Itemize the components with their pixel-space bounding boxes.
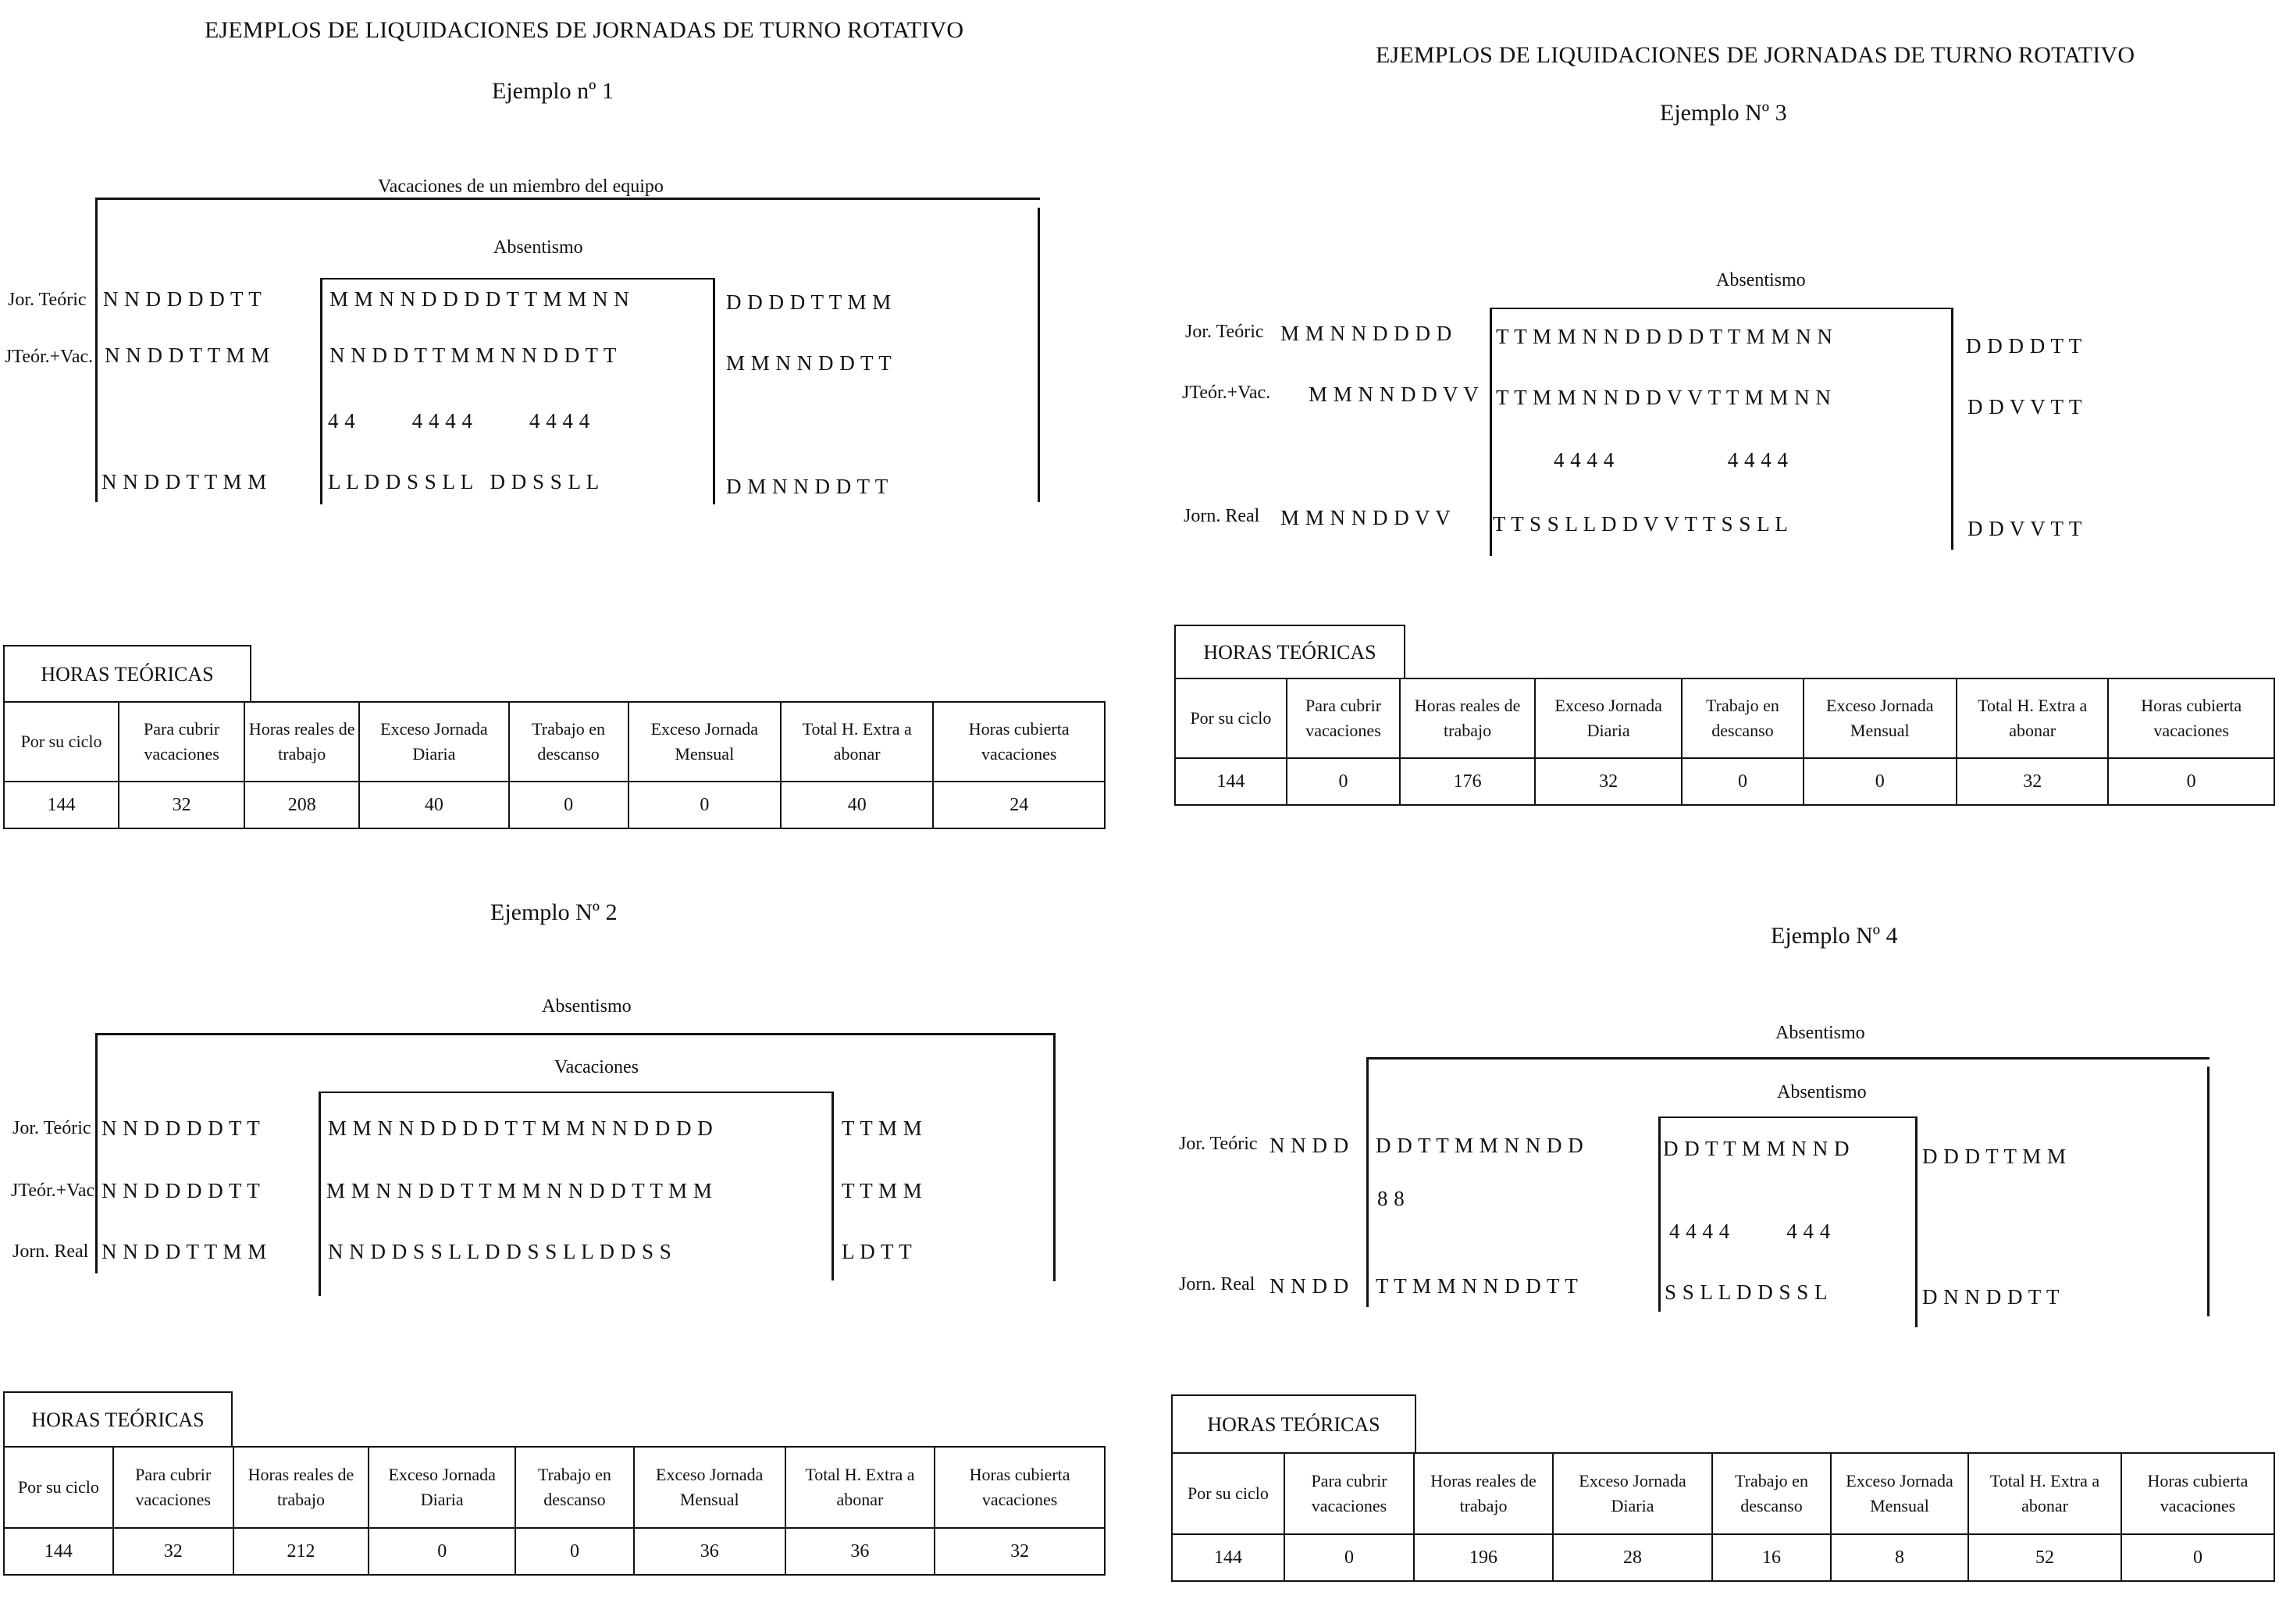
ex3-table-header-text: HORAS TEÓRICAS [1203, 641, 1376, 664]
ex2-inner-bracket-right [831, 1092, 834, 1280]
ex2-row-3-inside: N N D D S S L L D D S S L L D D S S [328, 1240, 672, 1263]
ex2-hours-table [3, 1446, 1106, 1576]
ex4-row-2-outer: 8 8 [1377, 1187, 1405, 1210]
ex2-table-header [3, 1391, 233, 1448]
ex3-row-1-before: M M N N D D D D [1280, 322, 1452, 345]
ex3-val-para-cubrir: 0 [1287, 758, 1400, 805]
ex4-val-horas-reales: 196 [1414, 1534, 1553, 1581]
ex3-row-4-label: Jorn. Real [1184, 506, 1260, 526]
col-horas-vacaciones: Horas cubierta vacaciones [2108, 678, 2274, 758]
ex1-val-exceso-diaria: 40 [359, 782, 508, 828]
ex2-outer-bracket-right [1053, 1033, 1056, 1281]
ex3-bracket-left [1490, 308, 1492, 556]
ex2-inner-bracket-left [319, 1092, 321, 1296]
ex1-row-2-after: M M N N D D T T [726, 351, 892, 375]
ex4-val-por-su-ciclo: 144 [1172, 1534, 1284, 1581]
col-horas-reales: Horas reales de trabajo [1414, 1453, 1553, 1534]
col-trabajo-descanso: Trabajo en descanso [1682, 678, 1803, 758]
ex3-row-1-label: Jor. Teóric [1185, 322, 1264, 342]
ex1-outer-label: Vacaciones de un miembro del equipo [378, 176, 664, 197]
example-3-heading: Ejemplo Nº 3 [1660, 100, 1787, 126]
ex2-val-exceso-diaria: 0 [369, 1528, 515, 1575]
ex1-row-2-before: N N D D T T M M [105, 344, 270, 367]
ex1-row-2-inside: N N D D T T M M N N D D T T [329, 344, 617, 367]
ex2-row-3-label: Jorn. Real [12, 1241, 89, 1262]
ex1-table-header [3, 645, 251, 703]
ex1-outer-bracket-left [95, 198, 98, 502]
ex2-val-total-extra: 36 [785, 1528, 935, 1575]
ex3-bracket-top [1490, 308, 1953, 309]
ex2-val-trabajo-descanso: 0 [515, 1528, 634, 1575]
ex1-row-1-after: D D D D T T M M [726, 290, 892, 314]
ex3-inner-label: Absentismo [1716, 270, 1806, 290]
col-para-cubrir: Para cubrir vacaciones [119, 702, 244, 782]
ex3-val-horas-reales: 176 [1400, 758, 1535, 805]
ex4-table-header-text: HORAS TEÓRICAS [1207, 1413, 1380, 1436]
ex1-val-para-cubrir: 32 [119, 782, 244, 828]
ex3-row-4-after: D D V V T T [1967, 517, 2082, 540]
ex1-row-4-before: N N D D T T M M [101, 470, 267, 493]
col-trabajo-descanso: Trabajo en descanso [515, 1447, 634, 1528]
ex2-val-horas-reales: 212 [233, 1528, 369, 1575]
ex2-row-2-after: T T M M [842, 1179, 923, 1202]
ex4-val-exceso-diaria: 28 [1553, 1534, 1712, 1581]
ex3-val-por-su-ciclo: 144 [1175, 758, 1287, 805]
ex4-outer-bracket-left [1366, 1057, 1369, 1307]
ex1-table-header-text: HORAS TEÓRICAS [41, 663, 214, 686]
ex2-table-header-text: HORAS TEÓRICAS [31, 1409, 205, 1431]
ex2-row-1-before: N N D D D D T T [101, 1116, 261, 1140]
ex2-inner-bracket-top [319, 1092, 834, 1093]
ex1-inner-bracket-left [320, 278, 322, 504]
col-trabajo-descanso: Trabajo en descanso [1712, 1453, 1831, 1534]
ex3-bracket-right [1951, 308, 1953, 550]
col-horas-vacaciones: Horas cubierta vacaciones [935, 1447, 1105, 1528]
col-exceso-mensual: Exceso Jornada Mensual [1831, 1453, 1968, 1534]
ex3-row-1-after: D D D D T T [1966, 334, 2082, 358]
ex4-row-4-after: D N N D D T T [1922, 1285, 2060, 1309]
page-title-right: EJEMPLOS DE LIQUIDACIONES DE JORNADAS DE TURNO ROTATIVO [1376, 42, 2135, 68]
ex3-val-horas-vacaciones: 0 [2108, 758, 2274, 805]
ex1-outer-bracket-right [1038, 208, 1040, 502]
ex2-row-1-label: Jor. Teóric [12, 1118, 91, 1138]
col-por-su-ciclo: Por su ciclo [4, 1447, 113, 1528]
ex1-val-exceso-mensual: 0 [629, 782, 781, 828]
col-horas-vacaciones: Horas cubierta vacaciones [933, 702, 1105, 782]
ex1-val-horas-vacaciones: 24 [933, 782, 1105, 828]
ex4-row-1-after: D D D T T M M [1922, 1145, 2067, 1168]
ex1-outer-bracket-top [95, 198, 1040, 200]
example-1-heading: Ejemplo nº 1 [492, 78, 614, 104]
ex4-val-para-cubrir: 0 [1284, 1534, 1414, 1581]
ex2-row-1-after: T T M M [842, 1116, 923, 1140]
ex4-row-4-inner: S S L L D D S S L [1665, 1280, 1829, 1304]
col-total-extra: Total H. Extra a abonar [785, 1447, 935, 1528]
ex1-val-horas-reales: 208 [244, 782, 359, 828]
col-total-extra: Total H. Extra a abonar [1957, 678, 2108, 758]
ex1-val-trabajo-descanso: 0 [509, 782, 629, 828]
col-trabajo-descanso: Trabajo en descanso [509, 702, 629, 782]
col-para-cubrir: Para cubrir vacaciones [113, 1447, 233, 1528]
col-total-extra: Total H. Extra a abonar [781, 702, 933, 782]
ex1-hours-table [3, 701, 1106, 829]
col-exceso-mensual: Exceso Jornada Mensual [634, 1447, 785, 1528]
ex3-row-1-inside: T T M M N N D D D D T T M M N N [1496, 325, 1833, 348]
ex4-table-header [1171, 1394, 1416, 1454]
ex4-hours-table [1171, 1452, 2275, 1582]
ex4-inner-bracket-left [1658, 1116, 1661, 1312]
ex4-outer-bracket-top [1366, 1057, 2210, 1060]
ex1-val-total-extra: 40 [781, 782, 933, 828]
ex1-row-1-before: N N D D D D T T [103, 287, 262, 311]
ex2-row-2-before: N N D D D D T T [101, 1179, 261, 1202]
page-title-left: EJEMPLOS DE LIQUIDACIONES DE JORNADAS DE TURNO ROTATIVO [205, 17, 964, 43]
ex1-row-4-inside: L L D D S S L L D D S S L L [328, 470, 600, 493]
ex2-outer-bracket-left [95, 1033, 98, 1273]
ex2-inner-label: Vacaciones [554, 1057, 639, 1077]
col-por-su-ciclo: Por su ciclo [1172, 1453, 1284, 1534]
ex1-inner-bracket-top [320, 278, 715, 280]
ex2-row-2-label: JTeór.+Vac [11, 1181, 95, 1201]
col-horas-reales: Horas reales de trabajo [233, 1447, 369, 1528]
ex2-row-3-after: L D T T [842, 1240, 913, 1263]
example-4-heading: Ejemplo Nº 4 [1771, 923, 1898, 949]
ex1-row-3-inside: 4 4 4 4 4 4 4 4 4 4 [328, 409, 590, 433]
ex4-inner-label: Absentismo [1777, 1082, 1867, 1102]
col-horas-vacaciones: Horas cubierta vacaciones [2121, 1453, 2274, 1534]
ex1-val-por-su-ciclo: 144 [4, 782, 119, 828]
ex4-row-1-label: Jor. Teóric [1179, 1134, 1258, 1154]
ex4-val-trabajo-descanso: 16 [1712, 1534, 1831, 1581]
ex2-outer-label: Absentismo [542, 996, 632, 1017]
col-para-cubrir: Para cubrir vacaciones [1287, 678, 1400, 758]
col-total-extra: Total H. Extra a abonar [1968, 1453, 2121, 1534]
ex2-val-horas-vacaciones: 32 [935, 1528, 1105, 1575]
ex4-val-total-extra: 52 [1968, 1534, 2121, 1581]
ex1-row-1-inside: M M N N D D D D T T M M N N [329, 287, 630, 311]
col-exceso-diaria: Exceso Jornada Diaria [359, 702, 508, 782]
col-exceso-diaria: Exceso Jornada Diaria [1553, 1453, 1712, 1534]
ex4-row-1-outer: D D T T M M N N D D [1376, 1134, 1584, 1157]
ex4-row-1-pre: N N D D [1269, 1134, 1349, 1157]
ex4-row-1-inner: D D T T M M N N D [1663, 1137, 1850, 1160]
ex3-val-total-extra: 32 [1957, 758, 2108, 805]
ex4-outer-bracket-right [2207, 1067, 2210, 1316]
ex1-inner-bracket-right [713, 278, 715, 504]
ex1-row-4-after: D M N N D D T T [726, 475, 888, 498]
ex4-row-3-inner: 4 4 4 4 4 4 4 [1669, 1220, 1831, 1243]
ex3-row-2-inside: T T M M N N D D V V T T M M N N [1496, 386, 1832, 409]
ex4-row-4-pre: N N D D [1269, 1274, 1349, 1298]
ex3-val-trabajo-descanso: 0 [1682, 758, 1803, 805]
ex2-val-para-cubrir: 32 [113, 1528, 233, 1575]
ex3-table-header [1174, 625, 1405, 679]
col-exceso-diaria: Exceso Jornada Diaria [369, 1447, 515, 1528]
ex4-row-4-outer: T T M M N N D D T T [1376, 1274, 1579, 1298]
ex3-val-exceso-mensual: 0 [1804, 758, 1957, 805]
ex3-hours-table [1174, 678, 2275, 806]
col-por-su-ciclo: Por su ciclo [1175, 678, 1287, 758]
ex4-val-horas-vacaciones: 0 [2121, 1534, 2274, 1581]
ex3-row-2-after: D D V V T T [1967, 395, 2082, 418]
col-para-cubrir: Para cubrir vacaciones [1284, 1453, 1414, 1534]
ex1-inner-label: Absentismo [493, 237, 583, 258]
ex3-row-3-inside: 4 4 4 4 4 4 4 4 [1554, 448, 1789, 472]
ex4-val-exceso-mensual: 8 [1831, 1534, 1968, 1581]
col-horas-reales: Horas reales de trabajo [244, 702, 359, 782]
col-exceso-diaria: Exceso Jornada Diaria [1535, 678, 1683, 758]
ex3-row-4-inside: T T S S L L D D V V T T S S L L [1493, 512, 1789, 536]
ex1-row-1-label: Jor. Teóric [8, 290, 87, 310]
example-2-heading: Ejemplo Nº 2 [490, 899, 618, 925]
ex2-row-1-inside: M M N N D D D D T T M M N N D D D D [328, 1116, 714, 1140]
ex2-outer-bracket-top [95, 1033, 1056, 1035]
ex3-row-2-before: M M N N D D V V [1309, 383, 1480, 406]
ex3-row-2-label: JTeór.+Vac. [1182, 383, 1271, 403]
ex2-row-3-before: N N D D T T M M [101, 1240, 267, 1263]
ex4-inner-bracket-top [1658, 1116, 1918, 1118]
col-exceso-mensual: Exceso Jornada Mensual [1804, 678, 1957, 758]
col-horas-reales: Horas reales de trabajo [1400, 678, 1535, 758]
ex3-val-exceso-diaria: 32 [1535, 758, 1683, 805]
ex4-inner-bracket-right [1915, 1116, 1918, 1327]
ex2-val-exceso-mensual: 36 [634, 1528, 785, 1575]
ex4-outer-label: Absentismo [1775, 1023, 1865, 1043]
col-por-su-ciclo: Por su ciclo [4, 702, 119, 782]
col-exceso-mensual: Exceso Jornada Mensual [629, 702, 781, 782]
ex2-row-2-inside: M M N N D D T T M M N N D D T T M M [326, 1179, 713, 1202]
ex2-val-por-su-ciclo: 144 [4, 1528, 113, 1575]
ex4-row-4-label: Jorn. Real [1179, 1274, 1255, 1295]
ex1-row-2-label: JTeór.+Vac. [5, 347, 94, 367]
ex3-row-4-before: M M N N D D V V [1280, 506, 1451, 529]
